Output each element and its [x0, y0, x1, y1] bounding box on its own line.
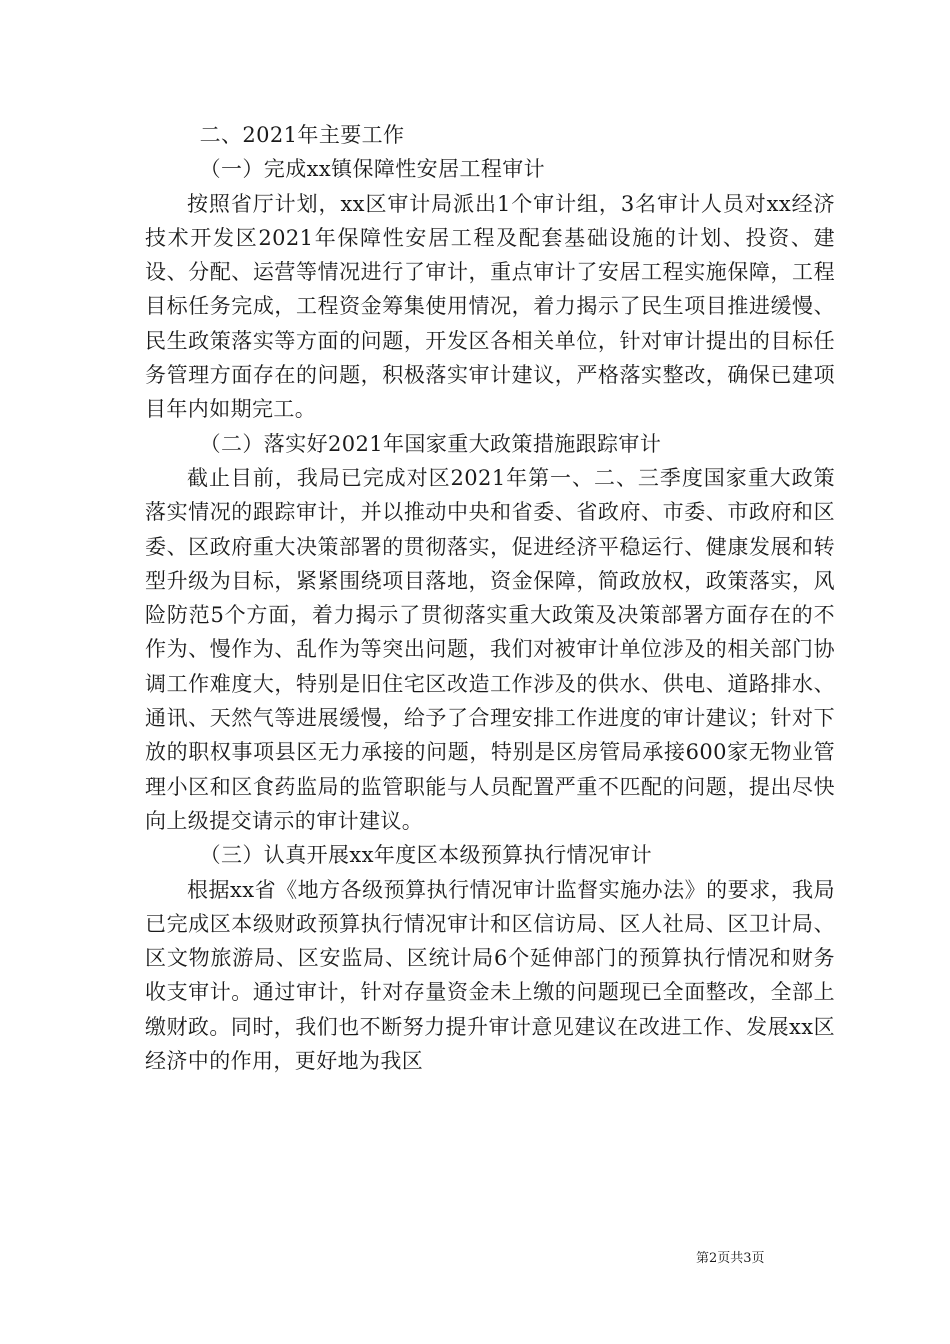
- subsection-3-paragraph: 根据xx省《地方各级预算执行情况审计监督实施办法》的要求，我局已完成区本级财政预算执行情况审计和区信访局、区人社局、区卫计局、区文物旅游局、区安监局、区统计局6个延伸部门的预算执行情况和财务收支审计。通过审计，针对存量资金未上缴的问题现已全面整改，全部上缴财政。同时，我们也不断努力提升审计意见建议在改进工作、发展xx区经济中的作用，更好地为我区: [145, 877, 835, 1074]
- subsection-1-paragraph: 按照省厅计划，xx区审计局派出1个审计组，3名审计人员对xx经济技术开发区2021年保障性安居工程及配套基础设施的计划、投资、建设、分配、运营等情况进行了审计，重点审计了安居工程实施保障，工程目标任务完成，工程资金筹集使用情况，着力揭示了民生项目推进缓慢、民生政策落实等方面的问题，开发区各相关单位，针对审计提出的目标任务管理方面存在的问题，积极落实审计建议，严格落实整改，确保已建项目年内如期完工。: [145, 191, 835, 422]
- subsection-2-title: （二）落实好2021年国家重大政策措施跟踪审计: [199, 431, 662, 456]
- section-title: 二、2021年主要工作: [199, 123, 405, 147]
- page-number-footer: 第2页共3页: [696, 1251, 765, 1266]
- subsection-1-title: （一）完成xx镇保障性安居工程审计: [199, 157, 546, 182]
- subsection-3-title: （三）认真开展xx年度区本级预算执行情况审计: [199, 843, 653, 868]
- subsection-2-paragraph: 截止目前，我局已完成对区2021年第一、二、三季度国家重大政策落实情况的跟踪审计，并以推动中央和省委、省政府、市委、市政府和区委、区政府重大决策部署的贯彻落实，促进经济平稳运行、健康发展和转型升级为目标，紧紧围绕项目落地，资金保障，简政放权，政策落实，风险防范5个方面，着力揭示了贯彻落实重大政策及决策部署方面存在的不作为、慢作为、乱作为等突出问题，我们对被审计单位涉及的相关部门协调工作难度大，特别是旧住宅区改造工作涉及的供水、供电、道路排水、通讯、天然气等进展缓慢，给予了合理安排工作进度的审计建议；针对下放的职权事项县区无力承接的问题，特别是区房管局承接600家无物业管理小区和区食药监局的监管职能与人员配置严重不匹配的问题，提出尽快向上级提交请示的审计建议。: [145, 465, 835, 833]
- document-body: [145, 118, 835, 1078]
